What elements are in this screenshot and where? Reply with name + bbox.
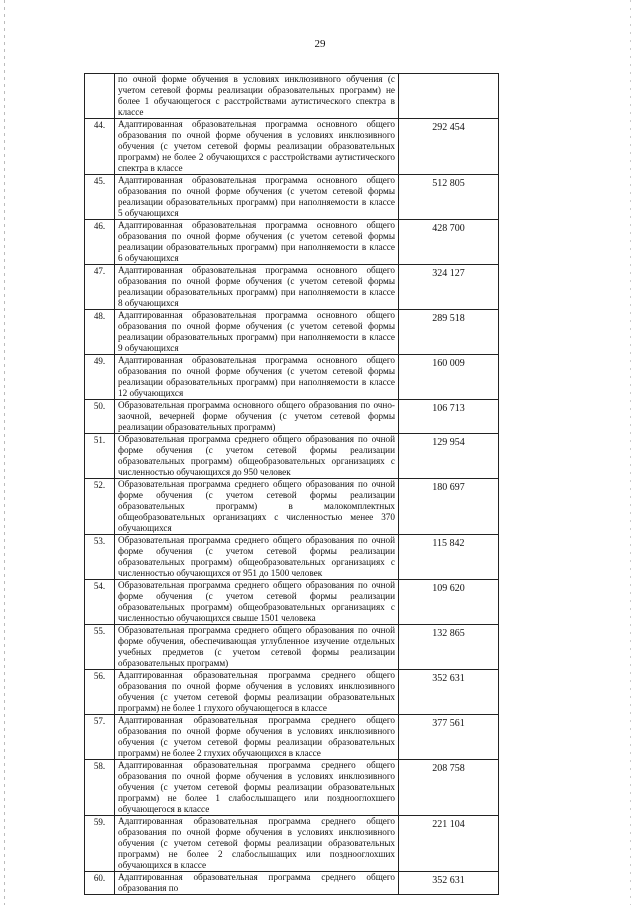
scan-edge-left [4, 0, 5, 905]
row-number: 48. [85, 310, 115, 355]
cost-value: 208 758 [399, 760, 499, 816]
cost-value [399, 74, 499, 119]
program-description: Адаптированная образовательная программа среднего общего образования по [115, 872, 399, 895]
table-row [85, 74, 499, 119]
cost-value: 292 454 [399, 119, 499, 175]
program-description: Адаптированная образовательная программа основного общего образования по очной форме обучения (с учетом сетевой формы реализации образовательных программ) при наполняемости в классе 12 обучающихся [115, 355, 399, 400]
row-number: 60. [85, 872, 115, 895]
program-description: Образовательная программа среднего общего образования по очной форме обучения (с учетом сетевой формы реализации образовательных программ) в малокомплектных общеобразовательных организациях с численностью менее 370 обучающихся [115, 479, 399, 535]
cost-table [84, 73, 499, 895]
table-row [85, 400, 499, 434]
table-row [85, 760, 499, 816]
program-description: Образовательная программа среднего общего образования по очной форме обучения (с учетом сетевой формы реализации образовательных программ) общеобразовательных организациях с численностью обучающихся от 951 до 1500 человек [115, 535, 399, 580]
cost-value: 221 104 [399, 816, 499, 872]
program-description: Образовательная программа среднего общего образования по очной форме обучения (с учетом сетевой формы реализации образовательных программ) общеобразовательных организациях с численностью обучающихся до 950 человек [115, 434, 399, 479]
row-number: 52. [85, 479, 115, 535]
row-number: 54. [85, 580, 115, 625]
program-description: Образовательная программа среднего общего образования по очной форме обучения (с учетом сетевой формы реализации образовательных программ) общеобразовательных организациях с численностью обучающихся свыше 1501 человека [115, 580, 399, 625]
row-number: 55. [85, 625, 115, 670]
row-number: 44. [85, 119, 115, 175]
cost-value: 115 842 [399, 535, 499, 580]
cost-value: 132 865 [399, 625, 499, 670]
table-body [85, 74, 499, 895]
row-number: 46. [85, 220, 115, 265]
program-description: Адаптированная образовательная программа среднего общего образования по очной форме обучения в условиях инклюзивного обучения (с учетом сетевой формы реализации образовательных программ) не более 2 слабослышащих или позднооглохших обучающихся в классе [115, 816, 399, 872]
program-description: Адаптированная образовательная программа среднего общего образования по очной форме обучения в условиях инклюзивного обучения (с учетом сетевой формы реализации образовательных программ) не более 1 слабослышащего или позднооглохшего обучающегося в классе [115, 760, 399, 816]
row-number: 57. [85, 715, 115, 760]
cost-value: 352 631 [399, 670, 499, 715]
table-row [85, 816, 499, 872]
cost-value: 129 954 [399, 434, 499, 479]
cost-value: 160 009 [399, 355, 499, 400]
table-row [85, 580, 499, 625]
row-number: 59. [85, 816, 115, 872]
row-number: 49. [85, 355, 115, 400]
program-description: Образовательная программа основного общего образования по очно-заочной, вечерней форме обучения (с учетом сетевой формы реализации образовательных программ) [115, 400, 399, 434]
row-number: 51. [85, 434, 115, 479]
scan-edge-right [630, 0, 631, 905]
cost-value: 377 561 [399, 715, 499, 760]
row-number: 47. [85, 265, 115, 310]
table-row [85, 670, 499, 715]
program-description: Адаптированная образовательная программа основного общего образования по очной форме обучения (с учетом сетевой формы реализации образовательных программ) при наполняемости в классе 5 обучающихся [115, 175, 399, 220]
table-row [85, 479, 499, 535]
row-number: 45. [85, 175, 115, 220]
program-description: Образовательная программа среднего общего образования по очной форме обучения, обеспечивающая углубленное изучение отдельных учебных предметов (с учетом сетевой формы реализации образовательных программ) [115, 625, 399, 670]
cost-value: 428 700 [399, 220, 499, 265]
row-number: 53. [85, 535, 115, 580]
table-row [85, 265, 499, 310]
program-description: Адаптированная образовательная программа основного общего образования по очной форме обучения (с учетом сетевой формы реализации образовательных программ) при наполняемости в классе 9 обучающихся [115, 310, 399, 355]
cost-value: 512 805 [399, 175, 499, 220]
table-row [85, 310, 499, 355]
program-description: Адаптированная образовательная программа основного общего образования по очной форме обучения в условиях инклюзивного обучения (с учетом сетевой формы реализации образовательных программ) не более 2 обучающихся с расстройствами аутистического спектра в классе [115, 119, 399, 175]
program-description: Адаптированная образовательная программа среднего общего образования по очной форме обучения в условиях инклюзивного обучения (с учетом сетевой формы реализации образовательных программ) не более 2 глухих обучающихся в классе [115, 715, 399, 760]
table-row [85, 872, 499, 895]
table-row [85, 220, 499, 265]
row-number [85, 74, 115, 119]
table-row [85, 355, 499, 400]
program-description: по очной форме обучения в условиях инклюзивного обучения (с учетом сетевой формы реализации образовательных программ) не более 1 обучающегося с расстройствами аутистического спектра в классе [115, 74, 399, 119]
cost-value: 180 697 [399, 479, 499, 535]
page-number: 29 [314, 38, 326, 50]
program-description: Адаптированная образовательная программа основного общего образования по очной форме обучения (с учетом сетевой формы реализации образовательных программ) при наполняемости в классе 6 обучающихся [115, 220, 399, 265]
table-row [85, 625, 499, 670]
program-description: Адаптированная образовательная программа среднего общего образования по очной форме обучения в условиях инклюзивного обучения (с учетом сетевой формы реализации образовательных программ) не более 1 глухого обучающегося в классе [115, 670, 399, 715]
table-row [85, 715, 499, 760]
program-description: Адаптированная образовательная программа основного общего образования по очной форме обучения (с учетом сетевой формы реализации образовательных программ) при наполняемости в классе 8 обучающихся [115, 265, 399, 310]
table-row [85, 535, 499, 580]
cost-value: 324 127 [399, 265, 499, 310]
cost-value: 289 518 [399, 310, 499, 355]
table-row [85, 119, 499, 175]
cost-value: 109 620 [399, 580, 499, 625]
cost-value: 106 713 [399, 400, 499, 434]
table-row [85, 175, 499, 220]
cost-value: 352 631 [399, 872, 499, 895]
row-number: 56. [85, 670, 115, 715]
table-row [85, 434, 499, 479]
row-number: 58. [85, 760, 115, 816]
row-number: 50. [85, 400, 115, 434]
